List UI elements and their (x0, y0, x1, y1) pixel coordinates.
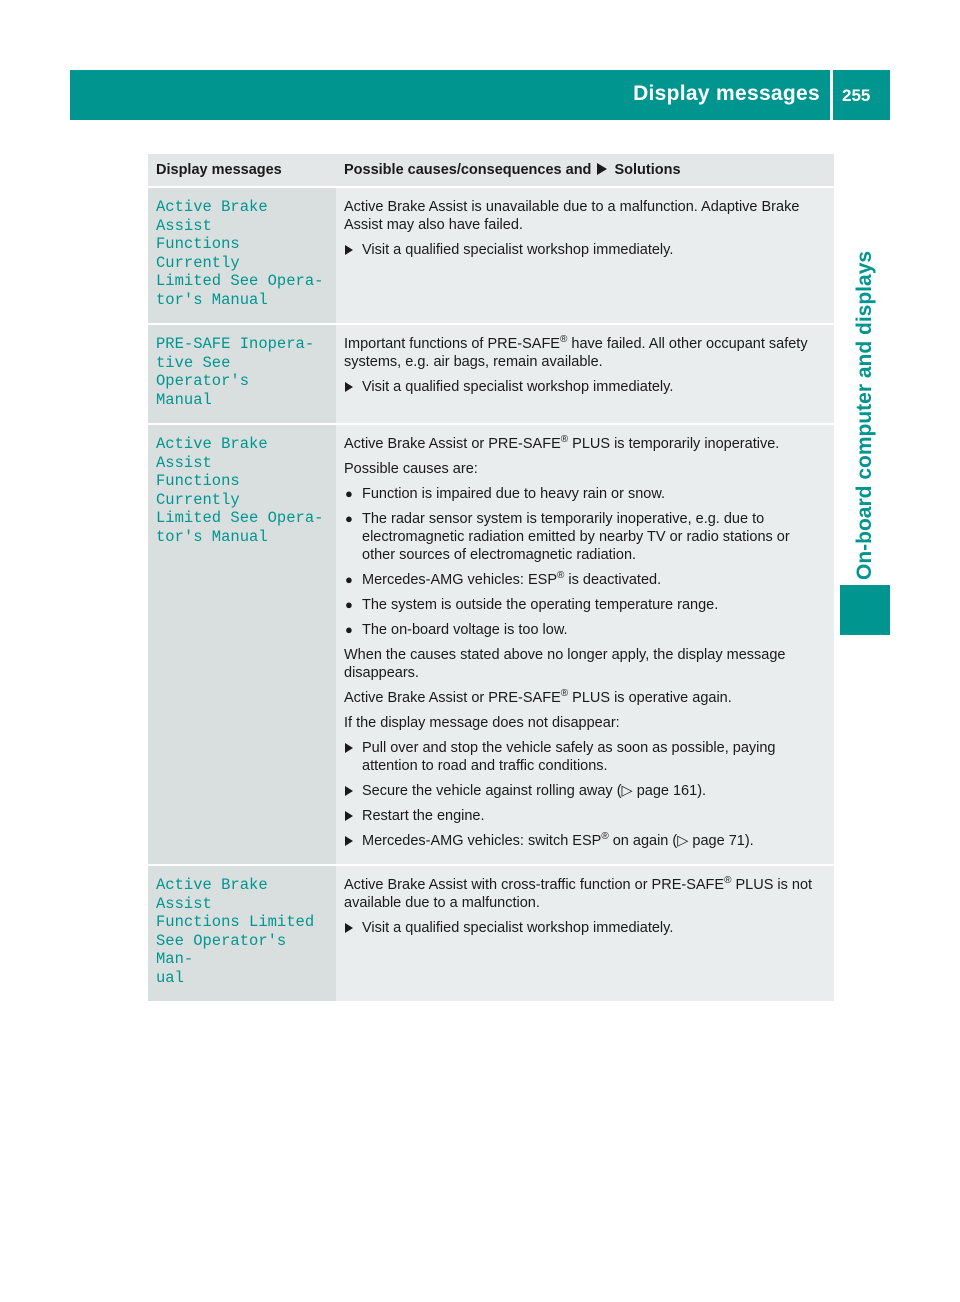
column-header-causes (336, 154, 834, 187)
text-span: PLUS is not available due to a malfunction. (344, 877, 813, 911)
solution-step (344, 739, 826, 775)
solution-step (344, 241, 826, 259)
display-message-text: Active Brake Assist Functions Currently Limited See Opera‐ tor's Manual (156, 435, 324, 546)
message-cell (148, 187, 336, 324)
side-tab-label: On-board computer and displays (853, 250, 876, 580)
page-reference-link[interactable]: ▷ page 71 (677, 833, 745, 849)
column-header-solutions-text: Solutions (614, 162, 681, 178)
solution-step-text: Mercedes-AMG vehicles: switch ESP (362, 833, 602, 849)
display-message-text: PRE-SAFE Inopera‐ tive See Operator's Manual (156, 335, 315, 409)
bullet-text: Function is impaired due to heavy rain or snow. (362, 486, 666, 502)
action-arrow-icon (345, 245, 353, 255)
registered-mark: ® (724, 875, 732, 887)
message-cell (148, 324, 336, 424)
action-arrow-icon (345, 382, 353, 392)
bullet-icon: ● (345, 511, 353, 526)
table-header-row (148, 154, 834, 187)
bullet-icon: ● (345, 572, 353, 587)
registered-mark: ® (557, 570, 565, 582)
bullet-icon: ● (345, 486, 353, 501)
page-number: 255 (842, 86, 871, 105)
solution-step-text: Visit a qualified specialist workshop immediately. (362, 920, 674, 936)
table-row (148, 187, 834, 324)
bullet-text: The system is outside the operating temperature range. (362, 597, 719, 613)
bullet-icon: ● (345, 622, 353, 637)
side-tab (840, 120, 890, 580)
solution-step (344, 378, 826, 396)
solution-step-text: ). (697, 783, 707, 799)
cause-paragraph (344, 335, 826, 371)
cause-bullet (344, 510, 826, 564)
description-cell (336, 324, 834, 424)
action-arrow-icon (345, 923, 353, 933)
action-arrow-icon (345, 743, 353, 753)
text-span: have failed. All other occupant safety systems, e.g. air bags, remain available. (344, 336, 808, 370)
table-row (148, 324, 834, 424)
description-cell (336, 865, 834, 1001)
cause-paragraph: Active Brake Assist is unavailable due to a malfunction. Adaptive Brake Assist may also have failed. (344, 199, 800, 233)
message-cell (148, 865, 336, 1001)
solution-step-text: Secure the vehicle against rolling away ( (362, 783, 622, 799)
page-reference-link[interactable]: ▷ page 161 (621, 783, 698, 799)
bullet-text: The on-board voltage is too low. (362, 622, 568, 638)
action-arrow-icon (345, 811, 353, 821)
registered-mark: ® (560, 688, 569, 700)
cause-bullet (344, 485, 826, 503)
header-bar (70, 70, 890, 120)
solution-step (344, 807, 826, 825)
action-arrow-icon (345, 836, 353, 846)
cause-paragraph: If the display message does not disappear: (344, 715, 620, 731)
column-header-messages: Display messages (148, 154, 336, 187)
display-messages-table (148, 154, 834, 1001)
text-span: Active Brake Assist or PRE-SAFE (344, 436, 561, 452)
bullet-icon: ● (345, 597, 353, 612)
solution-step-text: ). (744, 833, 754, 849)
solution-step-text: Pull over and stop the vehicle safely as soon as possible, paying attention to road and traffic conditions. (362, 740, 776, 774)
registered-mark: ® (559, 334, 568, 346)
solution-step (344, 782, 826, 800)
text-span: Active Brake Assist with cross-traffic function or PRE-SAFE (344, 877, 725, 893)
solution-step (344, 919, 826, 937)
cause-bullet (344, 621, 826, 639)
cause-paragraph (344, 435, 826, 453)
solution-step (344, 832, 826, 850)
description-cell (336, 424, 834, 865)
header-divider (830, 70, 833, 120)
cause-bullet (344, 596, 826, 614)
cause-paragraph (344, 876, 826, 912)
cause-paragraph: When the causes stated above no longer apply, the display message disappears. (344, 647, 786, 681)
solution-step-text: Visit a qualified specialist workshop immediately. (362, 242, 674, 258)
bullet-text: The radar sensor system is temporarily inoperative, e.g. due to electromagnetic radiation emitted by nearby TV or radio stations or other sources of electromagnetic radiation. (362, 511, 790, 563)
side-tab-marker (840, 585, 890, 635)
text-span: Active Brake Assist or PRE-SAFE (344, 690, 561, 706)
table-row (148, 865, 834, 1001)
text-span: PLUS is operative again. (568, 690, 732, 706)
cause-paragraph (344, 689, 826, 707)
bullet-text: Mercedes-AMG vehicles: ESP (362, 572, 558, 588)
registered-mark: ® (560, 434, 569, 446)
registered-mark: ® (601, 831, 609, 843)
text-span: PLUS is temporarily inoperative. (568, 436, 780, 452)
table-row (148, 424, 834, 865)
description-cell (336, 187, 834, 324)
action-arrow-icon (345, 786, 353, 796)
display-message-text: Active Brake Assist Functions Limited See Operator's Man‐ ual (156, 876, 315, 987)
action-arrow-icon (597, 163, 607, 175)
header-title: Display messages (633, 82, 820, 105)
solution-step-text: Restart the engine. (362, 808, 485, 824)
cause-bullet (344, 571, 826, 589)
solution-step-text: on again ( (608, 833, 678, 849)
cause-intro: Possible causes are: (344, 461, 478, 477)
solution-step-text: Visit a qualified specialist workshop immediately. (362, 379, 674, 395)
display-message-text: Active Brake Assist Functions Currently Limited See Opera‐ tor's Manual (156, 198, 324, 309)
message-cell (148, 424, 336, 865)
bullet-text: is deactivated. (564, 572, 662, 588)
column-header-causes-text: Possible causes/consequences and (344, 162, 592, 178)
text-span: Important functions of PRE-SAFE (344, 336, 560, 352)
